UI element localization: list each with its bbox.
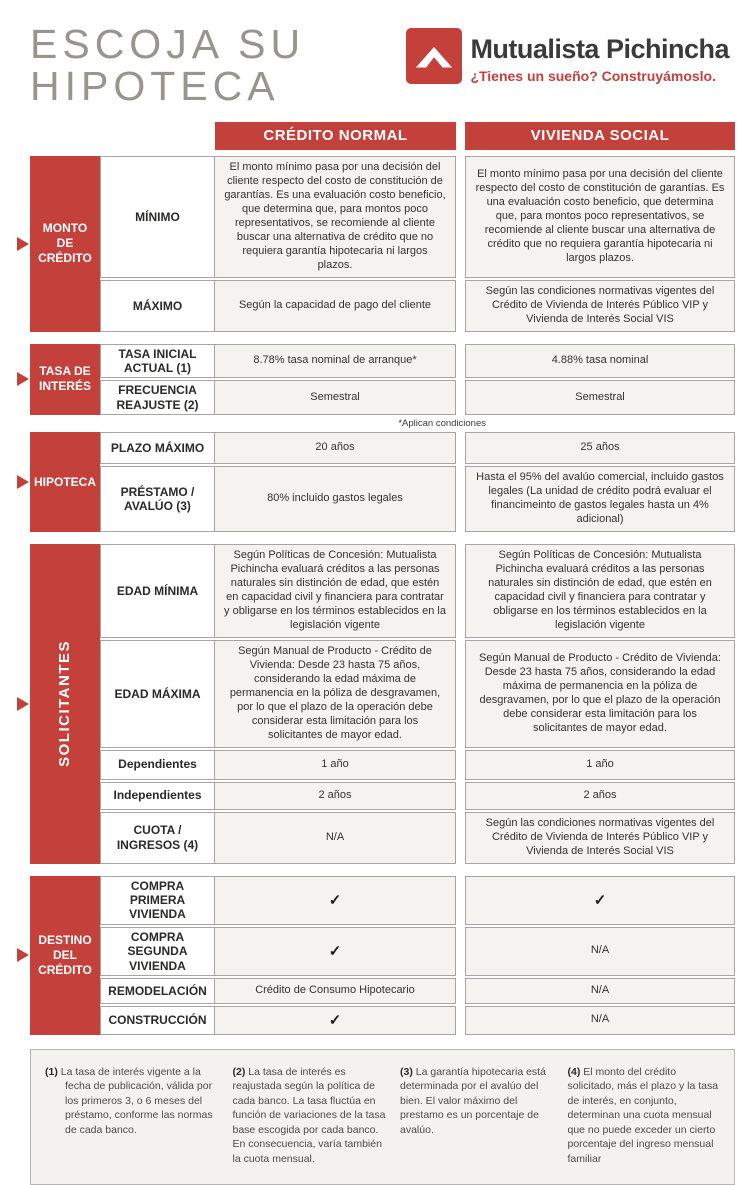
cell-credito-normal: 8.78% tasa nominal de arranque*: [253, 354, 417, 367]
flyer-page: [0, 21, 753, 1165]
cell-vivienda-social: El monto mínimo pasa por una decisión del cliente respecto del costo de constitución de garantías. Es una evaluación costo beneficio, que determina que, para montos poco representativos, se recomiende al cliente buscar una alternativa de crédito que no requiera garantía hipotecaria ni largos plazos.: [465, 156, 735, 278]
cell-credito-normal: Semestral: [310, 390, 360, 403]
column-header-credito-normal: CRÉDITO NORMAL: [215, 122, 456, 150]
row-left-box: [100, 782, 456, 810]
section-label-text: SOLICITANTES: [55, 640, 73, 768]
section-arrow-icon: [17, 475, 29, 489]
cell-credito-normal: Según Manual de Producto - Crédito de Vivienda: Desde 23 hasta 75 años, considerando la edad máxima de permanencia en la póliza de desgravamen, por lo que el plazo de la operación debe considerar esta limitación para los solicitantes de mayor edad.: [229, 644, 441, 741]
footnote-number: (2): [232, 1065, 246, 1078]
row-left-box: [100, 544, 456, 638]
cell-credito-normal: Según Políticas de Concesión: Mutualista Pichincha evaluará créditos a las personas naturales sin distinción de edad, que estén en capacidad civil y financiera para contratar y obligarse en los términos establecidos en la legislación vigente: [224, 549, 446, 631]
row-label: MÁXIMO: [101, 281, 215, 331]
section-label-text: MONTO DE CRÉDITO: [38, 221, 92, 266]
row-left-box: [100, 750, 456, 780]
brand-name: Mutualista Pichincha: [470, 34, 729, 64]
cell-credito-normal: N/A: [325, 830, 345, 843]
section-label-text: TASA DE INTERÉS: [38, 364, 91, 394]
column-gap: [456, 544, 465, 638]
column-gap: [456, 1006, 465, 1035]
column-gap: [456, 640, 465, 748]
row-label: MÍNIMO: [101, 157, 215, 277]
cell-credito-normal: El monto mínimo pasa por una decisión del cliente respecto del costo de constitución de garantías. Es una evaluación costo beneficio, que determina que, para montos poco representativos, se recomiende al cliente buscar una alternativa de crédito que no requiera garantía hipotecaria ni largos plazos.: [224, 161, 446, 271]
footnote-number: (4): [567, 1065, 581, 1078]
column-gap: [456, 432, 465, 464]
column-gap: [456, 812, 465, 864]
cell-vivienda-social: N/A: [465, 978, 735, 1004]
row-left-box: [100, 432, 456, 464]
section-label-destino-del-credito: [30, 876, 100, 1035]
column-gap: [456, 927, 465, 976]
section-label-monto-de-credito: [30, 156, 100, 332]
table-row: [100, 156, 735, 278]
row-left-box: [100, 927, 456, 976]
cell-vivienda-social: ✓: [465, 876, 735, 925]
column-header-gap: [456, 122, 465, 150]
table-row: [100, 750, 735, 780]
table-row: [100, 344, 735, 379]
footnote-1: (1) La tasa de interés vigente a la fecha de publicación, válida por los primeros 3, o 6 meses del préstamo, conforme las normas de cada banco.: [45, 1065, 213, 1136]
section-destino-del-credito: [30, 876, 735, 1035]
row-label: TASA INICIAL ACTUAL (1): [101, 345, 215, 378]
row-left-box: [100, 344, 456, 379]
row-label: EDAD MÁXIMA: [101, 641, 215, 747]
column-gap: [456, 876, 465, 925]
section-rows: [100, 876, 735, 1035]
footnotes-box: [30, 1049, 735, 1185]
section-arrow-icon: [17, 948, 29, 962]
table-row: [100, 640, 735, 748]
section-tasa-de-interes: [30, 344, 735, 416]
table-row: [100, 927, 735, 976]
row-label: Dependientes: [101, 751, 215, 779]
row-left-box: [100, 812, 456, 864]
table-row: [100, 812, 735, 864]
section-rows: [100, 156, 735, 332]
cell-credito-normal: 1 año: [321, 757, 349, 770]
section-rows: [100, 544, 735, 864]
comparison-table: [30, 156, 735, 1035]
section-rows: [100, 432, 735, 532]
section-label-hipoteca: [30, 432, 100, 532]
section-arrow-icon: [17, 372, 29, 386]
row-left-box: [100, 1006, 456, 1035]
section-hipoteca: [30, 432, 735, 532]
cell-credito-normal: 2 años: [318, 788, 352, 801]
cell-credito-normal: 20 años: [315, 441, 355, 454]
cell-vivienda-social: Según las condiciones normativas vigentes del Crédito de Vivienda de Interés Público VIP y Vivienda de Interés Social VIS: [465, 280, 735, 332]
row-left-box: [100, 156, 456, 278]
cell-vivienda-social: Según Políticas de Concesión: Mutualista Pichincha evaluará créditos a las personas naturales sin distinción de edad, que estén en capacidad civil y financiera para contratar y obligarse en los términos establecidos en la legislación vigente: [465, 544, 735, 638]
row-label: CUOTA / INGRESOS (4): [101, 813, 215, 863]
cell-vivienda-social: N/A: [465, 927, 735, 976]
brand-tagline: ¿Tienes un sueño? Construyámoslo.: [470, 68, 716, 84]
row-left-box: [100, 466, 456, 532]
table-row: [100, 280, 735, 332]
cell-credito-normal: ✓: [328, 891, 342, 909]
section-label-solicitantes: [30, 544, 100, 864]
table-row: [100, 544, 735, 638]
column-gap: [456, 466, 465, 532]
row-label: COMPRA PRIMERA VIVIENDA: [101, 877, 215, 924]
column-gap: [456, 782, 465, 810]
column-gap: [456, 380, 465, 415]
cell-credito-normal: 80% incluido gastos legales: [267, 492, 403, 505]
row-label: COMPRA SEGUNDA VIVIENDA: [101, 928, 215, 975]
column-gap: [456, 280, 465, 332]
cell-vivienda-social: 25 años: [465, 432, 735, 464]
column-header-vivienda-social: VIVIENDA SOCIAL: [465, 122, 735, 150]
row-label: EDAD MÍNIMA: [101, 545, 215, 637]
section-label-text: HIPOTECA: [33, 474, 96, 489]
row-left-box: [100, 380, 456, 415]
column-gap: [456, 344, 465, 379]
page-title-line1: ESCOJA SU: [30, 21, 306, 67]
cell-vivienda-social: Hasta el 95% del avalúo comercial, incluido gastos legales (La unidad de crédito podrá evaluar el financimeinto de gastos legales hasta un 4% adicional): [465, 466, 735, 532]
cell-vivienda-social: Semestral: [465, 380, 735, 415]
row-left-box: [100, 978, 456, 1004]
table-row: [100, 876, 735, 925]
cell-vivienda-social: Según las condiciones normativas vigentes del Crédito de Vivienda de Interés Público VIP y Vivienda de Interés Social VIS: [465, 812, 735, 864]
cell-vivienda-social: Según Manual de Producto - Crédito de Vivienda: Desde 23 hasta 75 años, considerando la edad máxima de permanencia en la póliza de desgravamen, por lo que el plazo de la operación debe considerar esta limitación para los solicitantes de mayor edad.: [465, 640, 735, 748]
cell-vivienda-social: 4.88% tasa nominal: [465, 344, 735, 379]
header: [30, 21, 735, 112]
table-row: [100, 978, 735, 1004]
section-label-tasa-de-interes: [30, 344, 100, 416]
cell-vivienda-social: 2 años: [465, 782, 735, 810]
row-label: PRÉSTAMO / AVALÚO (3): [101, 467, 215, 531]
row-left-box: [100, 640, 456, 748]
page-title-line2: HIPOTECA: [30, 62, 280, 109]
row-label: CONSTRUCCIÓN: [101, 1007, 215, 1034]
brand-lockup: [406, 28, 729, 84]
table-row: [100, 380, 735, 415]
cell-credito-normal: Según la capacidad de pago del cliente: [238, 298, 432, 311]
column-headers: [30, 122, 735, 150]
footnote-number: (1): [45, 1065, 58, 1078]
section-arrow-icon: [17, 697, 29, 711]
table-row: [100, 466, 735, 532]
column-header-spacer: [30, 122, 215, 150]
footnote-2: (2) La tasa de interés es reajustada según la política de cada banco. La tasa fluctúa en función de variaciones de la tasa base escogida por cada banco. En consecuencia, varía también la cuota mensual.: [232, 1065, 386, 1165]
cell-vivienda-social: 1 año: [465, 750, 735, 780]
footnote-3: (3) La garantía hipotecaria está determinada por el avalúo del bien. El valor máximo del prestamo es un porcentaje de avalúo.: [400, 1065, 546, 1136]
cell-credito-normal: Crédito de Consumo Hipotecario: [255, 983, 415, 996]
table-row: [100, 1006, 735, 1035]
cell-credito-normal: ✓: [328, 942, 342, 960]
roof-chevron-icon: [406, 28, 462, 84]
aplican-condiciones-note: *Aplican condiciones: [398, 418, 486, 430]
row-left-box: [100, 280, 456, 332]
table-row: [100, 782, 735, 810]
row-label: PLAZO MÁXIMO: [101, 433, 215, 463]
section-label-text: DESTINO DEL CRÉDITO: [38, 932, 92, 977]
section-monto-de-credito: [30, 156, 735, 332]
row-label: REMODELACIÓN: [101, 979, 215, 1003]
column-gap: [456, 978, 465, 1004]
footnote-number: (3): [400, 1065, 413, 1078]
row-label: FRECUENCIA REAJUSTE (2): [101, 381, 215, 414]
row-left-box: [100, 876, 456, 925]
cell-vivienda-social: N/A: [465, 1006, 735, 1035]
table-row: [100, 432, 735, 464]
column-gap: [456, 750, 465, 780]
footnote-4: (4) El monto del crédito solicitado, más el plazo y la tasa de interés, en conjunto, determinan una cuota mensual que no puede exceder un cierto porcentaje del ingreso mensual familiar: [567, 1065, 719, 1165]
column-gap: [456, 156, 465, 278]
cell-credito-normal: ✓: [328, 1011, 342, 1029]
section-rows: [100, 344, 735, 416]
brand-text: [470, 28, 729, 84]
row-label: Independientes: [101, 783, 215, 809]
section-arrow-icon: [17, 237, 29, 251]
section-solicitantes: [30, 544, 735, 864]
